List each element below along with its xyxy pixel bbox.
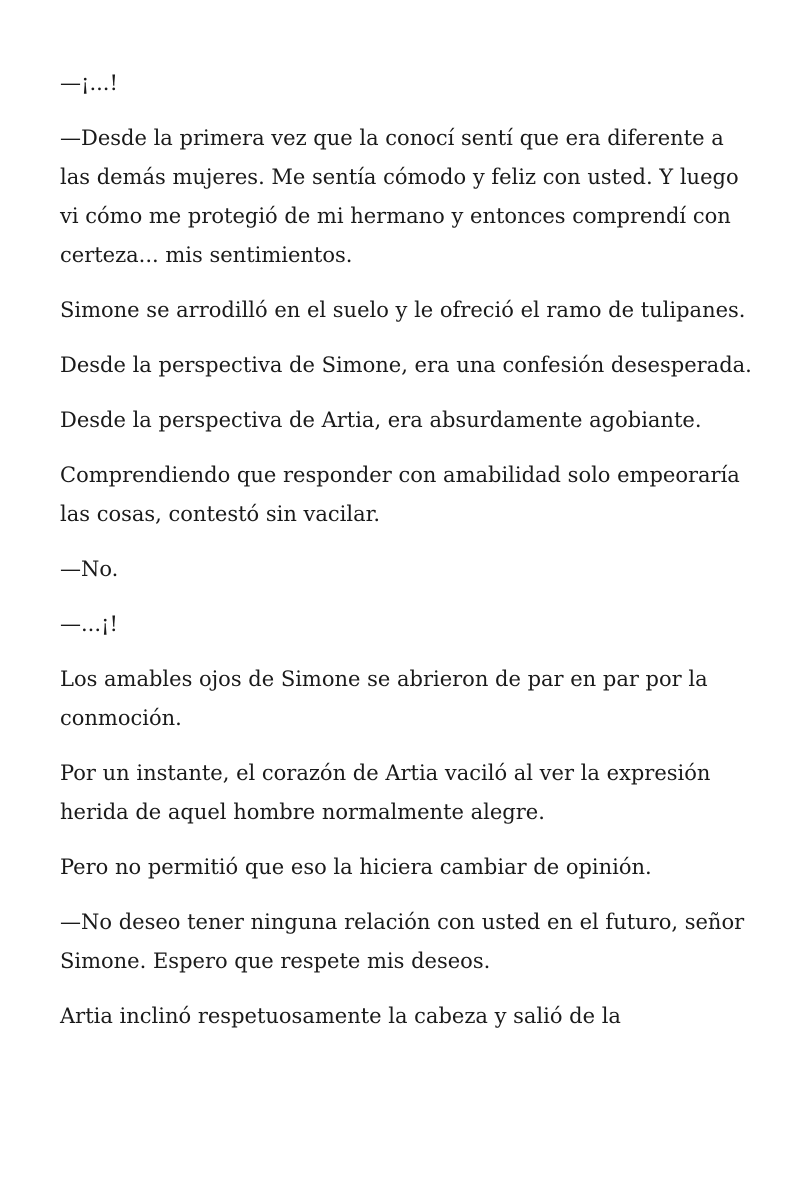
- paragraph-11: Pero no permitió que eso la hiciera cambiar de opinión.: [60, 855, 652, 879]
- paragraph-6: Comprendiendo que responder con amabilidad solo empeoraría las cosas, contestó sin vacilar.: [60, 463, 740, 526]
- paragraph-4: Desde la perspectiva de Simone, era una confesión desesperada.: [60, 353, 752, 377]
- paragraph-7: —No.: [60, 557, 119, 581]
- paragraph-9: Los amables ojos de Simone se abrieron de par en par por la conmoción.: [60, 667, 708, 730]
- paragraph-2: —Desde la primera vez que la conocí sentí que era diferente a las demás mujeres. Me sentía cómodo y feliz con usted. Y luego vi cómo me protegió de mi hermano y entonces comprendí con certeza... mis sentimientos.: [60, 126, 739, 267]
- paragraph-10: Por un instante, el corazón de Artia vaciló al ver la expresión herida de aquel hombre normalmente alegre.: [60, 761, 711, 824]
- paragraph-1: —¡...!: [60, 71, 118, 95]
- paragraph-5: Desde la perspectiva de Artia, era absurdamente agobiante.: [60, 408, 702, 432]
- paragraph-8: —...¡!: [60, 612, 118, 636]
- paragraph-13: Artia inclinó respetuosamente la cabeza y salió de la: [60, 1004, 621, 1028]
- document-body: [60, 64, 760, 1052]
- paragraph-12: —No deseo tener ninguna relación con usted en el futuro, señor Simone. Espero que respete mis deseos.: [60, 910, 745, 973]
- paragraph-3: Simone se arrodilló en el suelo y le ofreció el ramo de tulipanes.: [60, 298, 746, 322]
